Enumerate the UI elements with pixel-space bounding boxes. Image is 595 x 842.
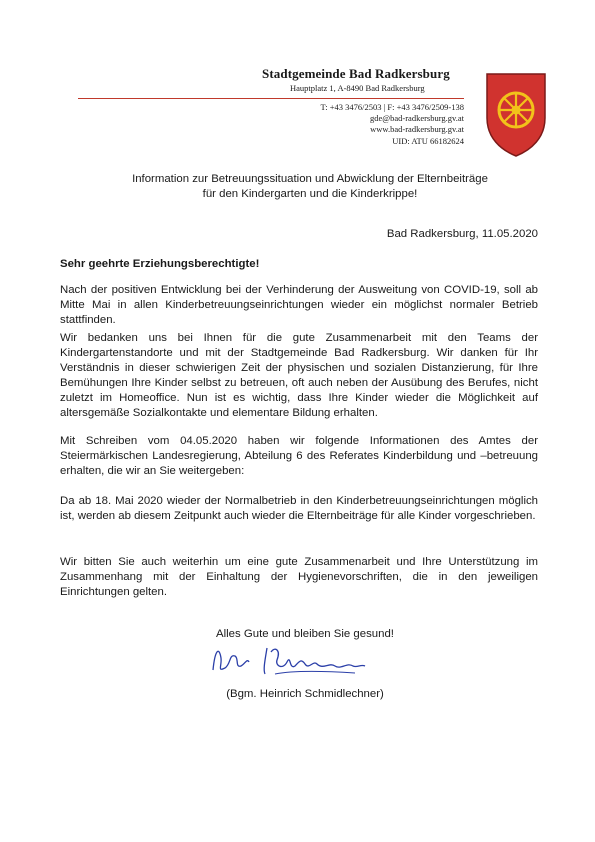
organization-address: Hauptplatz 1, A-8490 Bad Radkersburg: [290, 83, 425, 93]
phone-fax: T: +43 3476/2503 | F: +43 3476/2509-138: [320, 102, 464, 112]
letter-date: Bad Radkersburg, 11.05.2020: [386, 228, 538, 240]
contact-block: [292, 102, 464, 147]
letter-subject: [90, 172, 530, 202]
paragraph-covid-update: Nach der positiven Entwicklung bei der Verhinderung der Ausweitung von COVID-19, soll ab Mitte Mai in allen Kinderbetreuungseinrichtungen wieder ein möglichst normaler Betrieb stattfinden.: [60, 284, 538, 326]
closing-line: Alles Gute und bleiben Sie gesund!: [216, 628, 394, 640]
paragraph-fees: Da ab 18. Mai 2020 wieder der Normalbetrieb in den Kinderbetreuungseinrichtungen möglich ist, werden ab diesem Zeitpunkt auch wieder die Elternbeiträge für alle Kinder vorgeschrieben.: [60, 495, 538, 522]
paragraph-thanks: Wir bedanken uns bei Ihnen für die gute Zusammenarbeit mit den Teams der Kindergartenstandorte und mit der Stadtgemeinde Bad Radkersburg. Wir danken für Ihr Verständnis in dieser schwierigen Zeit der physischen und sozialen Distanzierung, für Ihre Bemühungen Ihre Kinder selbst zu betreuen, oft auch neben der Ausübung des Berufes, nicht zuletzt im Homeoffice. Nun ist es wichtig, dass Ihre Kinder wieder die Möglichkeit auf altersgemäße Sozialkontakte und elementare Bildung erhalten.: [60, 332, 538, 419]
paragraph-government-info: Mit Schreiben vom 04.05.2020 haben wir folgende Informationen des Amtes der Steiermärkischen Landesregierung, Abteilung 6 des Referates Kinderbildung und –betreuung erhalten, die wir an Sie weitergeben:: [60, 435, 538, 477]
letterhead-rule: [78, 98, 464, 99]
signer-name: (Bgm. Heinrich Schmidlechner): [226, 688, 384, 700]
subject-line-1: Information zur Betreuungssituation und Abwicklung der Elternbeiträge: [132, 173, 488, 185]
coat-of-arms-icon: [483, 68, 549, 158]
web-link[interactable]: www.bad-radkersburg.gv.at: [370, 124, 464, 135]
paragraph-hygiene: Wir bitten Sie auch weiterhin um eine gute Zusammenarbeit und Ihre Unterstützung im Zusammenhang mit der Einhaltung der Hygienevorschriften, die in den jeweiligen Einrichtungen gelten.: [60, 556, 538, 598]
handwritten-signature: [205, 640, 375, 680]
uid-number: UID: ATU 66182624: [392, 135, 464, 146]
organization-name: Stadtgemeinde Bad Radkersburg: [262, 66, 450, 81]
salutation: Sehr geehrte Erziehungsberechtigte!: [60, 258, 260, 270]
subject-line-2: für den Kindergarten und die Kinderkrippe!: [202, 188, 418, 200]
email-link[interactable]: gde@bad-radkersburg.gv.at: [370, 113, 464, 124]
